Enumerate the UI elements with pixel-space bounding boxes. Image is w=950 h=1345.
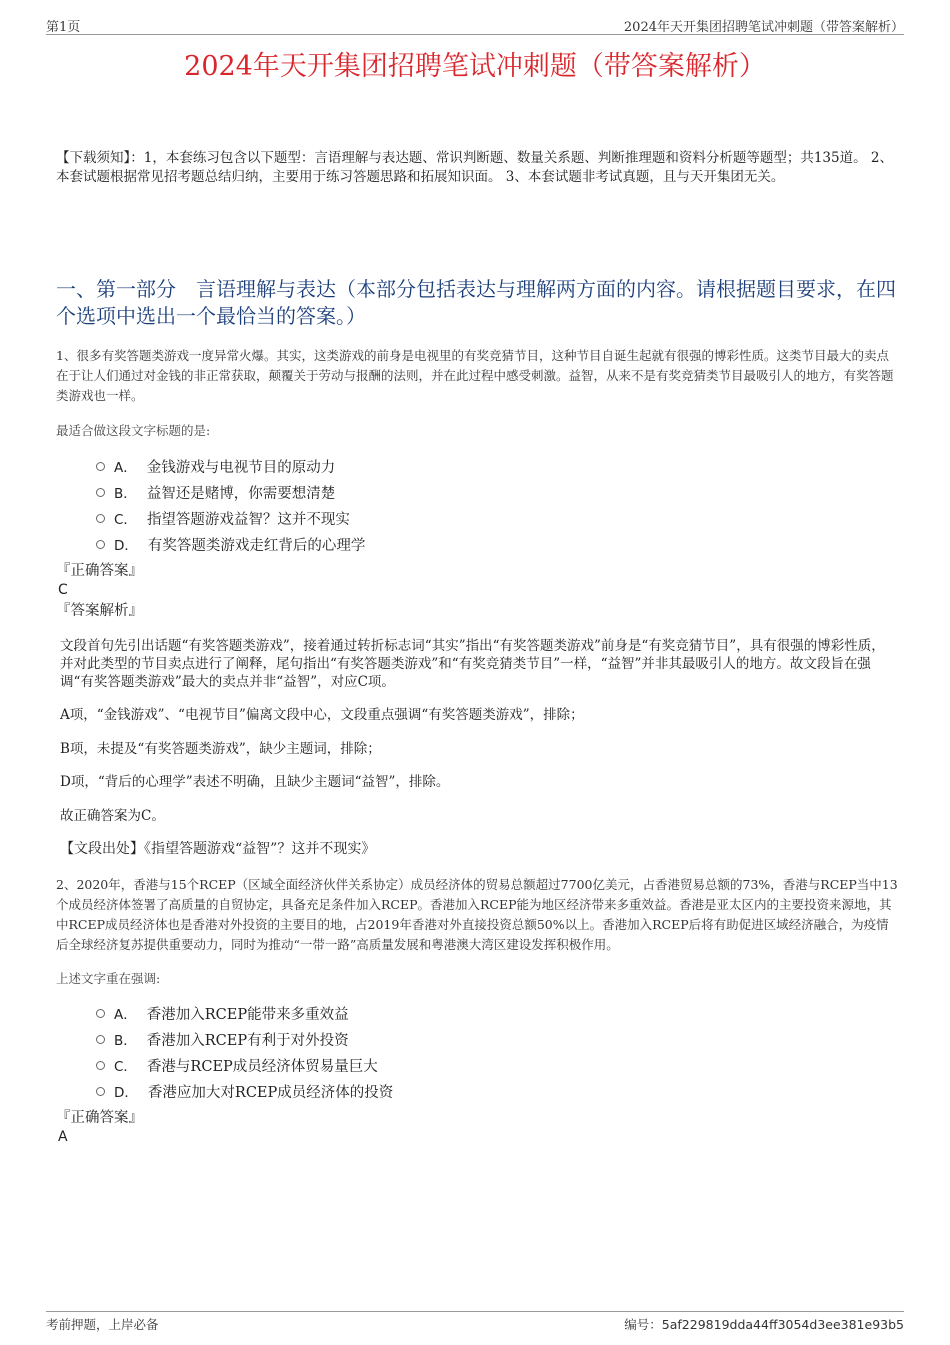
question-2-options — [96, 1000, 898, 1104]
page-number: 第1页 — [46, 20, 81, 35]
option-c[interactable]: C． 指望答题游戏益智？这并不现实 — [96, 505, 898, 531]
radio-icon[interactable] — [96, 1035, 105, 1044]
radio-icon[interactable] — [96, 1087, 105, 1096]
question-2-stem: 2、2020年，香港与15个RCEP（区域全面经济伙伴关系协定）成员经济体的贸易总额超过7700亿美元，占香港贸易总额的73%，香港与RCEP当中13个成员经济体签署了高质量的自贸协定，具备充足条件加入RCEP。香港加入RCEP能为地区经济带来多重效益。香港是亚太区内的主要投资来源地，其中RCEP成员经济体也是香港对外投资的主要目的地，占2019年香港对外直接投资总额50%以上。香港加入RCEP后将有助促进区域经济融合，为疫情后全球经济复苏提供重要动力，同时为推动“一带一路”高质量发展和粤港澳大湾区建设发挥积极作用。 — [56, 877, 898, 952]
option-b[interactable]: B． 益智还是赌博，你需要想清楚 — [96, 479, 898, 505]
option-c[interactable]: C． 香港与RCEP成员经济体贸易量巨大 — [96, 1052, 898, 1078]
source-citation: 【文段出处】《指望答题游戏“益智”？这并不现实》 — [60, 841, 376, 857]
radio-icon[interactable] — [96, 1009, 105, 1018]
document-title: 2024年天开集团招聘笔试冲刺题（带答案解析） — [184, 51, 766, 82]
option-d[interactable]: D． 香港应加大对RCEP成员经济体的投资 — [96, 1078, 898, 1104]
page-footer — [46, 1311, 904, 1332]
analysis-paragraph: A项，“金钱游戏”、“电视节目”偏离文段中心，文段重点强调“有奖答题类游戏”，排除； — [60, 707, 584, 723]
question-1-stem: 1、很多有奖答题类游戏一度异常火爆。其实，这类游戏的前身是电视里的有奖竞猜节目，这种节目自诞生起就有很强的博彩性质。这类节目最大的卖点在于让人们通过对金钱的非正常获取，颠覆关于劳动与报酬的法则，并在此过程中感受刺激。益智，从来不是有奖竞猜类节目最吸引人的地方，有奖答题类游戏也一样。 — [56, 348, 894, 403]
footer-slogan: 考前押题，上岸必备 — [46, 1317, 159, 1332]
question-1-options — [96, 453, 898, 557]
correct-answer: C — [58, 582, 68, 598]
option-b[interactable]: B． 香港加入RCEP有利于对外投资 — [96, 1026, 898, 1052]
analysis-paragraph: D项，“背后的心理学”表述不明确，且缺少主题词“益智”，排除。 — [60, 774, 450, 790]
radio-icon[interactable] — [96, 462, 105, 471]
page-header — [46, 14, 904, 35]
question-2-prompt: 上述文字重在强调: — [56, 971, 161, 986]
radio-icon[interactable] — [96, 540, 105, 549]
section-title: 一、第一部分 言语理解与表达（本部分包括表达与理解两方面的内容。请根据题目要求，在四个选项中选出一个最恰当的答案。） — [56, 277, 896, 328]
analysis-conclusion: 故正确答案为C。 — [60, 808, 165, 824]
analysis-label: 『答案解析』 — [56, 603, 143, 619]
analysis-paragraph: B项，未提及“有奖答题类游戏”，缺少主题词，排除； — [60, 741, 381, 757]
radio-icon[interactable] — [96, 514, 105, 523]
option-d[interactable]: D． 有奖答题类游戏走红背后的心理学 — [96, 531, 898, 557]
correct-answer: A — [58, 1129, 68, 1145]
answer-label: 『正确答案』 — [56, 1110, 143, 1126]
header-doc-title: 2024年天开集团招聘笔试冲刺题（带答案解析） — [623, 20, 904, 35]
download-notice: 【下载须知】：1，本套练习包含以下题型：言语理解与表达题、常识判断题、数量关系题、判断推理题和资料分析题等题型；共135道。 2、本套试题根据常见招考题总结归纳，主要用于练习答题思路和拓展知识面。 3、本套试题非考试真题，且与天开集团无关。 — [56, 150, 893, 185]
document-id: 编号：5af229819dda44ff3054d3ee381e93b5 — [624, 1317, 904, 1332]
answer-label: 『正确答案』 — [56, 563, 143, 579]
option-a[interactable]: A． 香港加入RCEP能带来多重效益 — [96, 1000, 898, 1026]
radio-icon[interactable] — [96, 488, 105, 497]
radio-icon[interactable] — [96, 1061, 105, 1070]
option-a[interactable]: A． 金钱游戏与电视节目的原动力 — [96, 453, 898, 479]
question-1-prompt: 最适合做这段文字标题的是: — [56, 423, 211, 438]
analysis-paragraph: 文段首句先引出话题“有奖答题类游戏”，接着通过转折标志词“其实”指出“有奖答题类游戏”前身是“有奖竞猜节目”，具有很强的博彩性质，并对此类型的节目卖点进行了阐释，尾句指出“有奖答题类游戏”和“有奖竞猜类节目”一样，“益智”并非其最吸引人的地方。故文段旨在强调“有奖答题类游戏”最大的卖点并非“益智”，对应C项。 — [60, 638, 885, 690]
